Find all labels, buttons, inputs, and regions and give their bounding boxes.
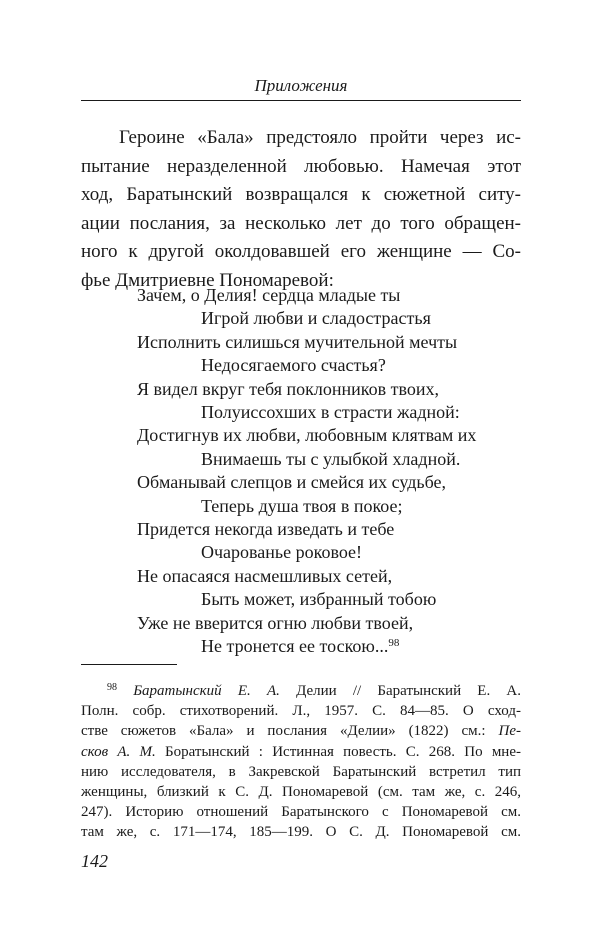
footnote-text: Боратынский : Истинная повесть. С. 268. По мне- <box>155 743 521 760</box>
running-head: Приложения <box>254 76 348 95</box>
footnote-line: нию исследователя, в Закревской Баратынский встретил тип <box>81 763 521 780</box>
body-line: ации послания, за несколько лет до того обращен- <box>81 212 521 234</box>
poem-line: Уже не вверится огню любви твоей, <box>137 612 414 633</box>
footnote-rule <box>81 664 177 665</box>
poem-line: Зачем, о Делия! сердца младые ты <box>137 285 401 305</box>
poem-line: Не опасаяся насмешливых сетей, <box>137 565 393 586</box>
footnote-line <box>81 681 521 701</box>
page-number: 142 <box>81 851 108 871</box>
footnote-line: там же, с. 171—174, 185—199. О С. Д. Пономаревой см. <box>81 824 521 841</box>
poem-line: Придется некогда изведать и тебе <box>137 519 395 540</box>
poem-line: Обманывай слепцов и смейся их судьбе, <box>137 472 447 493</box>
poem-line: Достигнув их любви, любовным клятвам их <box>137 425 477 446</box>
footnote-line <box>81 721 521 741</box>
body-line: ход, Баратынский возвращался к сюжетной ситу- <box>81 184 521 205</box>
footnote-author: сков А. М. <box>81 743 156 760</box>
footnote-98 <box>81 681 521 843</box>
footnote-line: Полн. собр. стихотворений. Л., 1957. С. 84—85. О сход- <box>81 703 521 720</box>
poem-line: Игрой любви и сладострастья <box>201 308 431 329</box>
body-paragraph <box>81 124 521 295</box>
footnote-line: 247). Историю отношений Баратынского с Пономаревой см. <box>81 804 521 821</box>
poem-line-last <box>137 635 476 658</box>
body-line: Героине «Бала» предстояло пройти через ис- <box>119 127 521 148</box>
poem-line: Недосягаемого счастья? <box>201 355 386 376</box>
poem-line: Я видел вкруг тебя поклонников твоих, <box>137 378 439 399</box>
header-rule <box>81 100 521 101</box>
poem-line-text: Не тронется ее тоскою... <box>201 636 389 657</box>
footnote-reference[interactable]: 98 <box>388 637 400 650</box>
poem-line: Теперь душа твоя в покое; <box>201 495 403 516</box>
footnote-text: стве сюжетов «Бала» и послания «Делии» (1822) см.: <box>81 723 499 740</box>
poem-quote <box>137 284 476 659</box>
poem-line: Внимаешь ты с улыбкой хладной. <box>201 448 461 469</box>
poem-line: Очарованье роковое! <box>201 542 363 563</box>
footnote-author: Пе- <box>498 723 521 740</box>
footnote-author: Баратынский Е. А. <box>133 683 280 699</box>
body-line: фье Дмитриевне Пономаревой: <box>81 269 334 291</box>
body-line: пытание неразделенной любовью. Намечая этот <box>81 155 521 177</box>
poem-line: Исполнить силишься мучительной мечты <box>137 331 458 352</box>
footnote-line <box>81 742 521 762</box>
footnote-text: Делии // Баратынский Е. А. <box>279 683 521 699</box>
footnote-line: женщины, близкий к С. Д. Пономаревой (см. там же, с. 246, <box>81 784 521 801</box>
poem-line: Полуиссохших в страсти жадной: <box>201 402 460 423</box>
body-line: ного к другой околдовавшей его женщине — Со- <box>81 241 521 262</box>
footnote-number: 98 <box>107 682 117 693</box>
poem-line: Быть может, избранный тобою <box>201 589 437 610</box>
